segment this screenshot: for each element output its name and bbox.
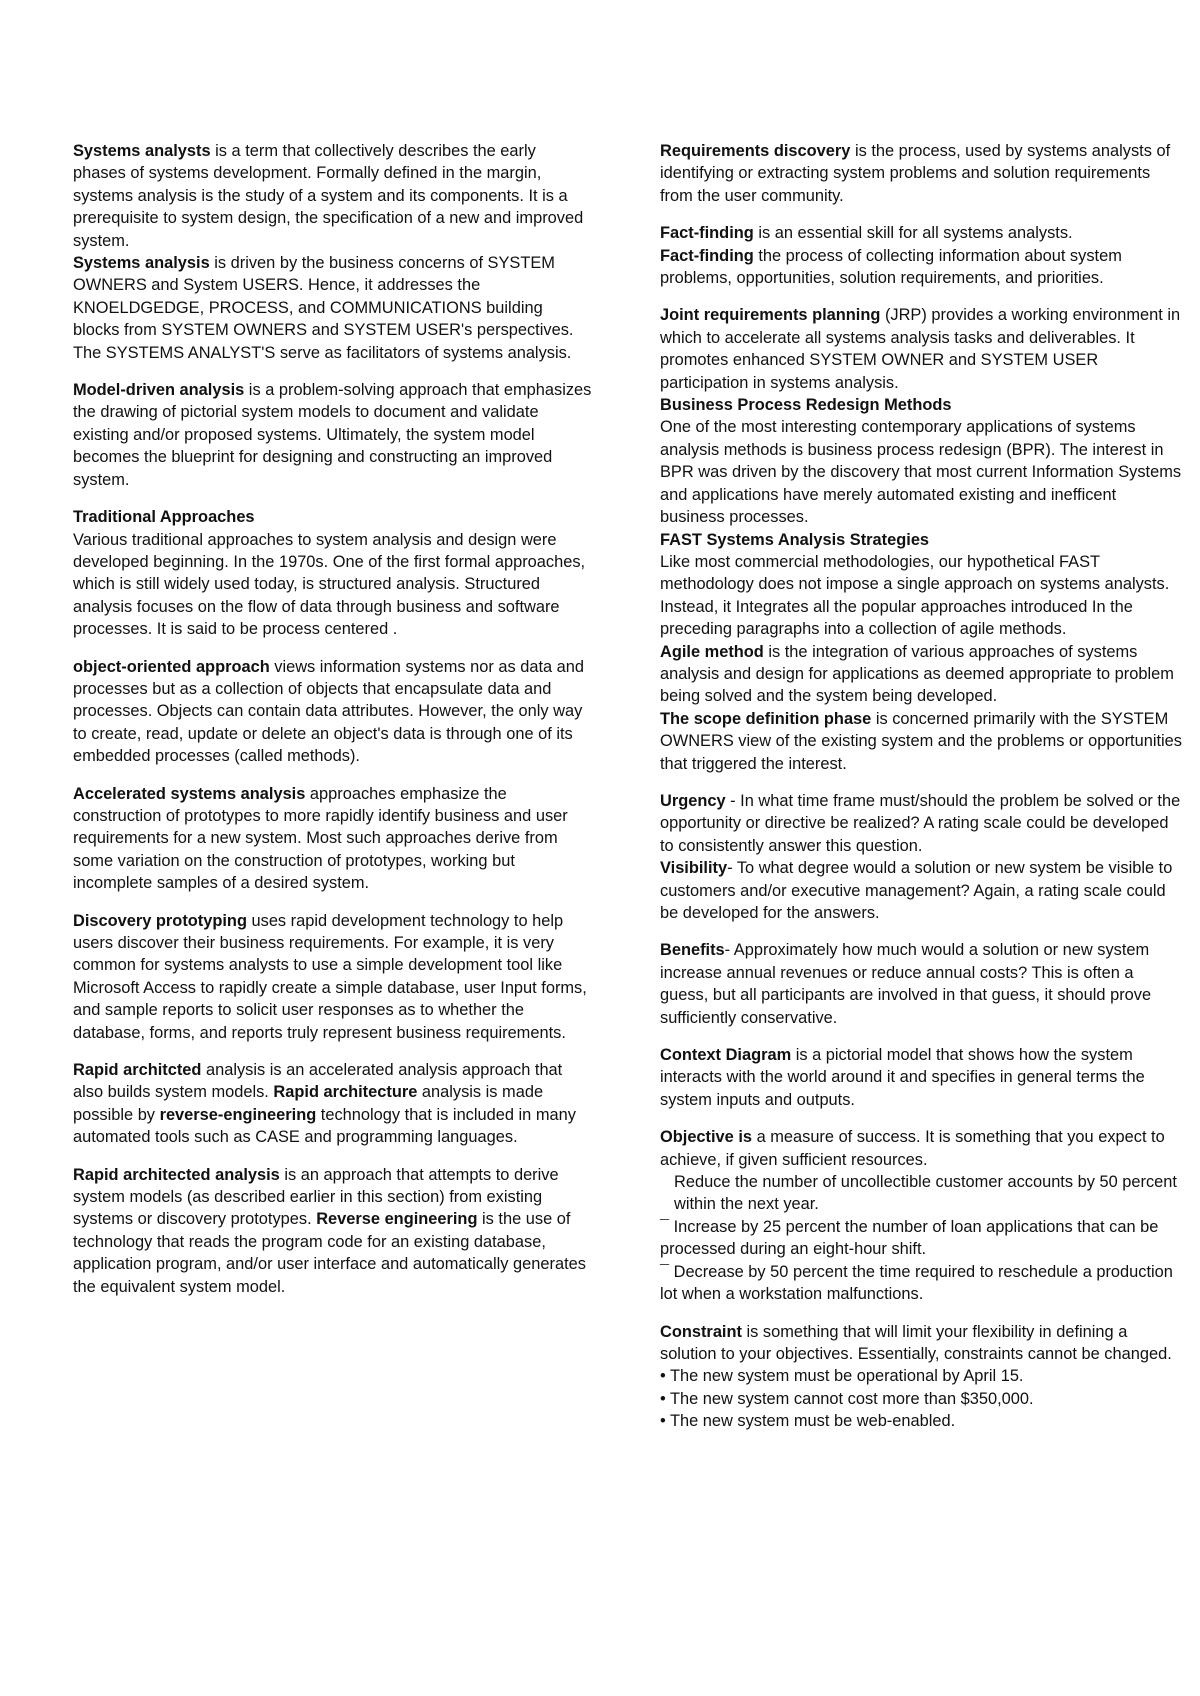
term-urgency: Urgency bbox=[660, 791, 726, 810]
text-traditional-approaches: Various traditional approaches to system analysis and design were developed beginning. In the 1970s. One of the first formal approaches, which is still widely used today, is structured analysis. Structured analysis focuses on the flow of data through business and software processes. It is said to be process centered . bbox=[73, 530, 586, 639]
term-context-diagram: Context Diagram bbox=[660, 1046, 792, 1065]
text-reverse-engineering-2: is the use of technology that reads the program code for an existing database, application program, and/or user interface and automatically generates the equivalent system model. bbox=[73, 1210, 586, 1296]
text-reverse-engineering-1: technology that is included in many automated tools such as CASE and programming languages. bbox=[73, 1105, 576, 1147]
term-discovery-prototyping: Discovery prototyping bbox=[73, 911, 247, 930]
text-model-driven-analysis: is a problem-solving approach that emphasizes the drawing of pictorial system models to document and validate existing and/or proposed systems. Ultimately, the system model becomes the blueprint for designing and constructing an improved system. bbox=[73, 381, 592, 489]
text-objective: a measure of success. It is something that you expect to achieve, if given sufficient resources. bbox=[660, 1128, 1165, 1169]
paragraph-constraint bbox=[660, 1321, 1182, 1433]
paragraph-requirements-discovery bbox=[660, 140, 1182, 207]
term-agile-method: Agile method bbox=[660, 642, 764, 661]
text-requirements-discovery: is the process, used by systems analysts of identifying or extracting system problems and solution requirements from the user community. bbox=[660, 142, 1171, 205]
text-object-oriented-approach: views information systems nor as data and processes but as a collection of objects that encapsulate data and processes. Objects can contain data attributes. However, the only way to create, read, update or delete an object's data is through one of its embedded processes (called methods). bbox=[73, 657, 585, 766]
right-column bbox=[660, 140, 1182, 1448]
text-bpr: One of the most interesting contemporary applications of systems analysis methods is business process redesign (BPR). The interest in BPR was driven by the discovery that most current Information Systems and applications have merely automated existing and inefficent business processes. bbox=[660, 418, 1182, 527]
text-rapid-architcted: analysis is an accelerated analysis approach that also builds system models. bbox=[73, 1061, 563, 1102]
left-column bbox=[73, 140, 593, 1313]
paragraph-jrp bbox=[660, 304, 1182, 394]
text-agile-method: is the integration of various approaches of systems analysis and design for applications as deemed appropriate to problem being solved and the system being developed. bbox=[660, 642, 1174, 706]
text-context-diagram: is a pictorial model that shows how the system interacts with the world around it and specifies in general terms the system inputs and outputs. bbox=[660, 1046, 1145, 1109]
term-reverse-engineering-2: Reverse engineering bbox=[316, 1210, 478, 1229]
heading-fast-strategies: FAST Systems Analysis Strategies bbox=[660, 530, 930, 549]
paragraph-systems-analysis bbox=[73, 252, 593, 364]
text-benefits: - Approximately how much would a solution or new system increase annual revenues or reduce annual costs? This is often a guess, but all participants are involved in that guess, it should prove sufficiently conservative. bbox=[660, 941, 1152, 1027]
term-rapid-architecture: Rapid architecture bbox=[273, 1083, 418, 1102]
paragraph-systems-analysts bbox=[73, 140, 593, 252]
text-fast-strategies: Like most commercial methodologies, our hypothetical FAST methodology does not impose a single approach on systems analysts. Instead, it Integrates all the popular approaches introduced In the preceding paragraphs into a collection of agile methods. bbox=[660, 552, 1170, 639]
term-benefits: Benefits bbox=[660, 941, 725, 960]
paragraph-urgency bbox=[660, 790, 1182, 857]
paragraph-traditional-approaches bbox=[73, 506, 593, 640]
paragraph-rapid-architcted bbox=[73, 1059, 593, 1149]
heading-traditional-approaches: Traditional Approaches bbox=[73, 508, 255, 527]
text-systems-analysis: is driven by the business concerns of SYSTEM OWNERS and System USERS. Hence, it addresses the KNOELDGEDGE, PROCESS, and COMMUNICATIONS building blocks from SYSTEM OWNERS and SYSTEM USER's perspectives. The SYSTEMS ANALYST'S serve as facilitators of systems analysis. bbox=[73, 254, 574, 362]
term-accelerated-systems-analysis: Accelerated systems analysis bbox=[73, 784, 306, 803]
paragraph-agile-method bbox=[660, 641, 1182, 708]
text-visibility: - To what degree would a solution or new system be visible to customers and/or executive management? Again, a rating scale could be developed for the answers. bbox=[660, 859, 1173, 922]
constraint-bullet: • The new system must be web-enabled. bbox=[660, 1412, 956, 1431]
objective-item: Reduce the number of uncollectible customer accounts by 50 percent within the next year. bbox=[674, 1173, 1177, 1214]
term-jrp: Joint requirements planning bbox=[660, 306, 881, 325]
term-fact-finding-2: Fact-finding bbox=[660, 246, 754, 265]
objective-item: ¯ Decrease by 50 percent the time required to reschedule a production lot when a workstation malfunctions. bbox=[660, 1262, 1173, 1304]
text-jrp: (JRP) provides a working environment in which to accelerate all systems analysis tasks and deliverables. It promotes enhanced SYSTEM OWNER and SYSTEM USER participation in systems analysis. bbox=[660, 306, 1181, 392]
constraint-bullet: • The new system cannot cost more than $350,000. bbox=[660, 1389, 1034, 1408]
text-urgency: - In what time frame must/should the problem be solved or the opportunity or directive be realized? A rating scale could be developed to consistently answer this question. bbox=[660, 791, 1181, 855]
text-rapid-architecture: analysis is made possible by bbox=[73, 1083, 544, 1124]
term-scope-definition: The scope definition phase bbox=[660, 709, 872, 728]
text-scope-definition: is concerned primarily with the SYSTEM OWNERS view of the existing system and the problems or opportunities that triggered the interest. bbox=[660, 709, 1182, 773]
paragraph-context-diagram bbox=[660, 1044, 1182, 1111]
paragraph-discovery-prototyping bbox=[73, 910, 593, 1044]
term-rapid-architected-analysis: Rapid architected analysis bbox=[73, 1165, 280, 1184]
term-requirements-discovery: Requirements discovery bbox=[660, 142, 851, 160]
term-rapid-architcted: Rapid architcted bbox=[73, 1061, 202, 1080]
paragraph-visibility bbox=[660, 857, 1182, 924]
text-discovery-prototyping: uses rapid development technology to help users discover their business requirements. For example, it is very common for systems analysts to use a simple development tool like Microsoft Access to rapidly create a simple database, user Input forms, and sample reports to solicit user responses as to whether the database, forms, and reports truly represent business requirements. bbox=[73, 911, 587, 1042]
objective-item: ¯ Increase by 25 percent the number of loan applications that can be processed during an eight-hour shift. bbox=[660, 1217, 1159, 1259]
paragraph-bpr bbox=[660, 394, 1182, 528]
term-systems-analysts: Systems analysts bbox=[73, 142, 211, 160]
paragraph-fast-strategies bbox=[660, 529, 1182, 641]
heading-bpr: Business Process Redesign Methods bbox=[660, 396, 952, 415]
term-constraint: Constraint bbox=[660, 1322, 742, 1341]
term-fact-finding-1: Fact-finding bbox=[660, 224, 754, 243]
text-accelerated-systems-analysis: approaches emphasize the construction of prototypes to more rapidly identify business and user requirements for a new system. Most such approaches derive from some variation on the construction of prototypes, working but incomplete samples of a desired system. bbox=[73, 784, 568, 893]
term-visibility: Visibility bbox=[660, 859, 728, 878]
text-fact-finding-1: is an essential skill for all systems analysts. bbox=[753, 224, 1073, 243]
paragraph-accelerated-systems-analysis bbox=[73, 783, 593, 895]
paragraph-object-oriented-approach bbox=[73, 656, 593, 768]
paragraph-rapid-architected-analysis bbox=[73, 1164, 593, 1298]
paragraph-model-driven-analysis bbox=[73, 379, 593, 491]
paragraph-objective bbox=[660, 1126, 1182, 1305]
term-model-driven-analysis: Model-driven analysis bbox=[73, 381, 245, 400]
constraint-bullet: • The new system must be operational by April 15. bbox=[660, 1367, 1024, 1386]
term-objective: Objective is bbox=[660, 1128, 753, 1147]
term-systems-analysis: Systems analysis bbox=[73, 254, 210, 273]
text-fact-finding-2: the process of collecting information about system problems, opportunities, solution requirements, and priorities. bbox=[660, 246, 1122, 288]
term-reverse-engineering-1: reverse-engineering bbox=[159, 1105, 317, 1124]
term-object-oriented-approach: object-oriented approach bbox=[73, 657, 270, 676]
text-systems-analysts: is a term that collectively describes the early phases of systems development. Formally defined in the margin, systems analysis is the study of a system and its components. It is a prerequisite to system design, the specification of a new and improved system. bbox=[73, 142, 584, 250]
paragraph-fact-finding bbox=[660, 222, 1182, 289]
text-rapid-architected-analysis: is an approach that attempts to derive system models (as described earlier in this section) from existing systems or discovery prototypes. bbox=[73, 1165, 559, 1229]
paragraph-scope-definition bbox=[660, 708, 1182, 775]
text-constraint: is something that will limit your flexibility in defining a solution to your objectives. Essentially, constraints cannot be changed. bbox=[660, 1322, 1172, 1363]
paragraph-benefits bbox=[660, 939, 1182, 1029]
